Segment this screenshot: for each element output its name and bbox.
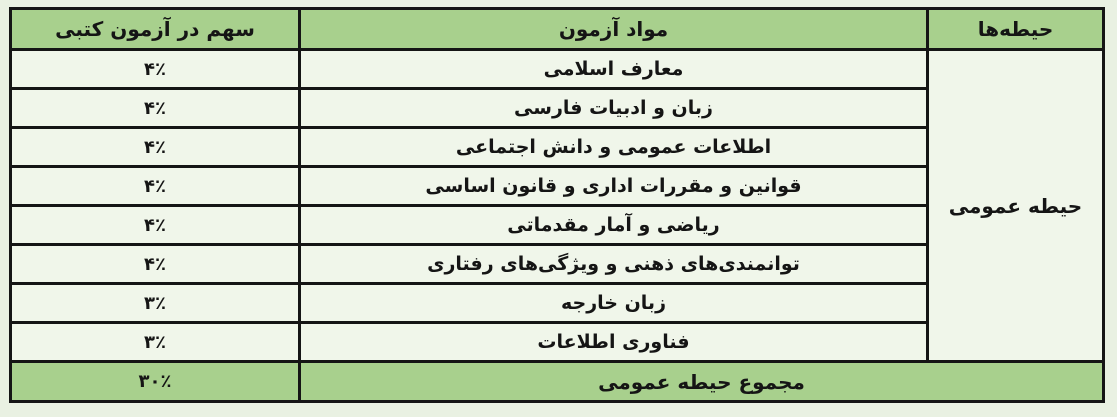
- share-cell: ۴٪: [11, 128, 300, 167]
- subject-cell: اطلاعات عمومی و دانش اجتماعی: [300, 128, 928, 167]
- subject-cell: زبان و ادبیات فارسی: [300, 89, 928, 128]
- share-cell: ۴٪: [11, 245, 300, 284]
- share-cell: ۳٪: [11, 323, 300, 362]
- table-row: [11, 50, 1104, 89]
- header-row: [11, 9, 1104, 50]
- header-written-exam-share: سهم در آزمون کتبی: [11, 9, 300, 50]
- subject-cell: قوانین و مقررات اداری و قانون اساسی: [300, 167, 928, 206]
- share-cell: ۳٪: [11, 284, 300, 323]
- share-cell: ۴٪: [11, 50, 300, 89]
- exam-weights-table: [9, 7, 1105, 403]
- subject-cell: معارف اسلامی: [300, 50, 928, 89]
- footer-total-value: ۳۰٪: [11, 362, 300, 402]
- footer-row: [11, 362, 1104, 402]
- subject-cell: ریاضی و آمار مقدماتی: [300, 206, 928, 245]
- domain-group-cell: حیطه عمومی: [928, 50, 1104, 362]
- header-domains: حیطه‌ها: [928, 9, 1104, 50]
- footer-total-label: مجموع حیطه عمومی: [300, 362, 1104, 402]
- header-exam-subjects: مواد آزمون: [300, 9, 928, 50]
- share-cell: ۴٪: [11, 167, 300, 206]
- subject-cell: فناوری اطلاعات: [300, 323, 928, 362]
- exam-weights-table-container: [13, 7, 1105, 403]
- share-cell: ۴٪: [11, 206, 300, 245]
- subject-cell: توانمندی‌های ذهنی و ویژگی‌های رفتاری: [300, 245, 928, 284]
- subject-cell: زبان خارجه: [300, 284, 928, 323]
- share-cell: ۴٪: [11, 89, 300, 128]
